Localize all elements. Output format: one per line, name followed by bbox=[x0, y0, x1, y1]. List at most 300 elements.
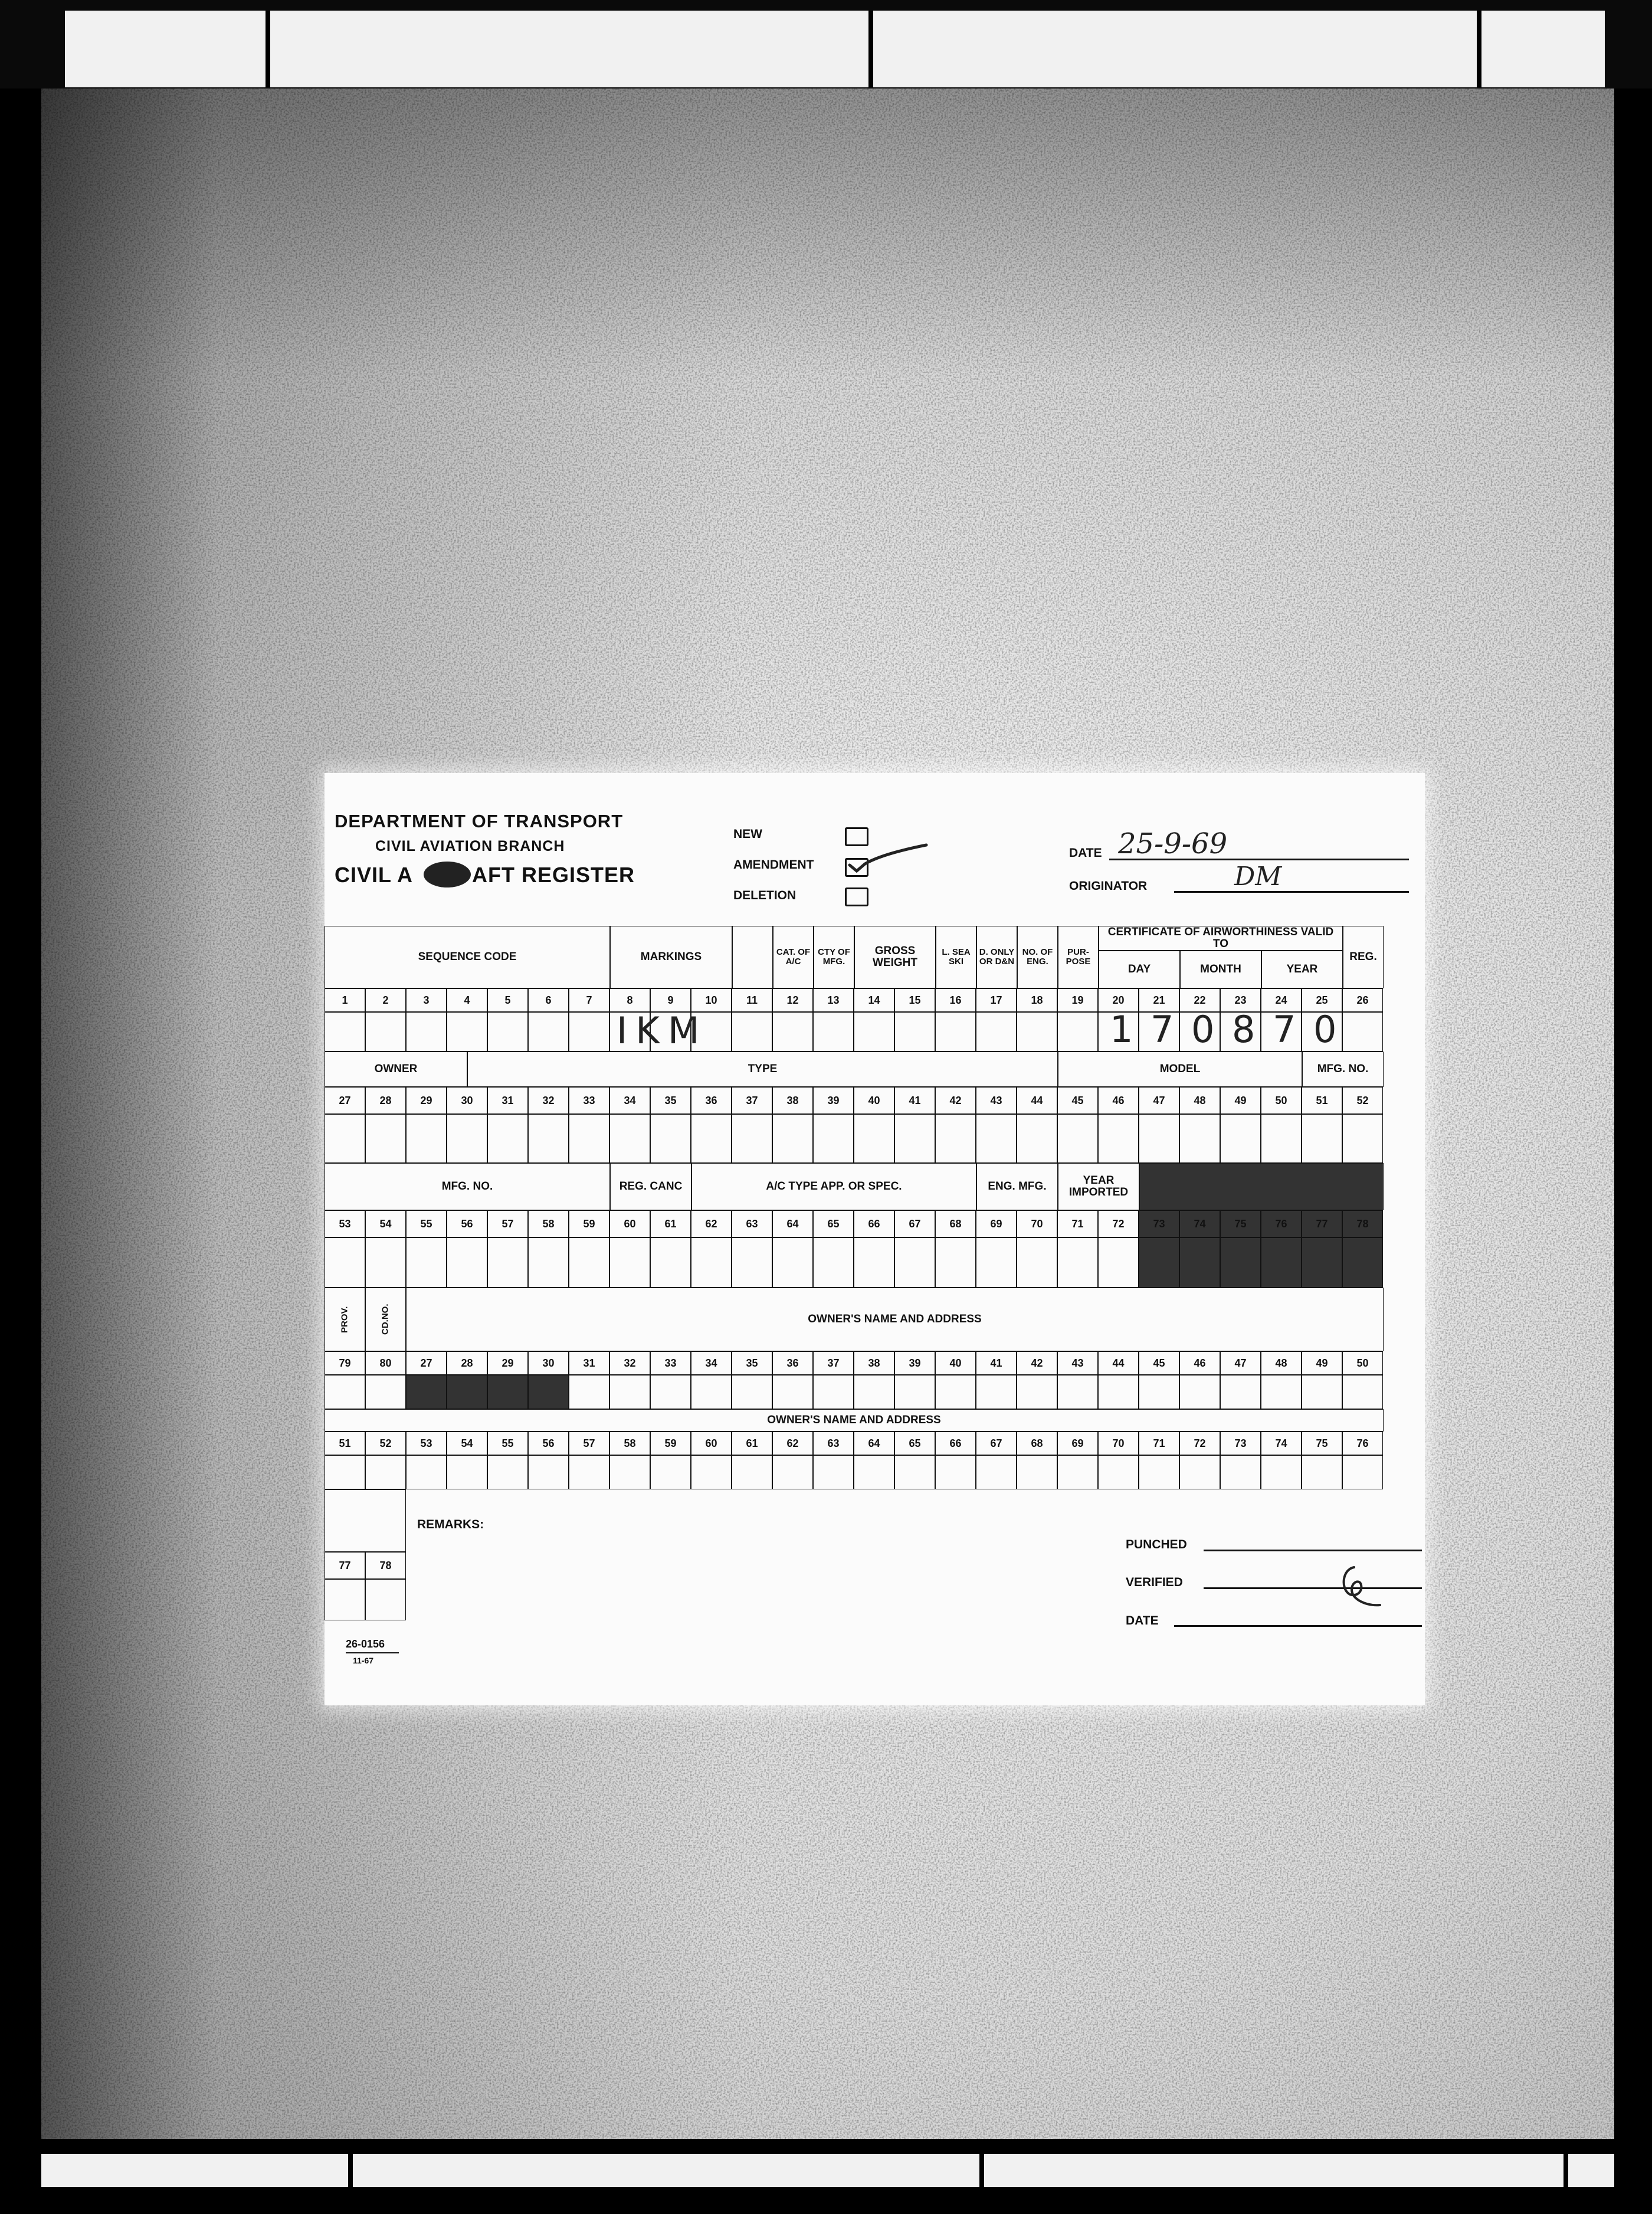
entry-cell[interactable] bbox=[772, 1375, 813, 1409]
certificate-digit: 7 bbox=[1150, 1008, 1174, 1051]
cell-11-header bbox=[732, 926, 773, 988]
entry-cell[interactable] bbox=[1017, 1237, 1057, 1288]
column-number: 3 bbox=[406, 988, 447, 1012]
entry-cell[interactable] bbox=[976, 1114, 1017, 1163]
entry-cell[interactable] bbox=[772, 1114, 813, 1163]
column-number: 71 bbox=[1139, 1432, 1179, 1455]
column-number: 48 bbox=[1179, 1087, 1220, 1114]
prov-header: PROV. bbox=[324, 1288, 365, 1351]
entry-cell[interactable] bbox=[854, 1237, 894, 1288]
entry-cell[interactable] bbox=[732, 1114, 772, 1163]
year-header: YEAR bbox=[1261, 951, 1343, 988]
column-number: 72 bbox=[1179, 1432, 1220, 1455]
register-title-left: CIVIL A bbox=[335, 863, 414, 887]
model-header: MODEL bbox=[1058, 1052, 1302, 1087]
entry-cell[interactable] bbox=[365, 1012, 406, 1052]
certificate-digit: 0 bbox=[1313, 1008, 1337, 1051]
entry-cell[interactable] bbox=[1342, 1237, 1383, 1288]
gross-weight-header: GROSS WEIGHT bbox=[854, 926, 936, 988]
entry-cell[interactable] bbox=[854, 1375, 894, 1409]
column-number: 52 bbox=[1342, 1087, 1383, 1114]
entry-cell[interactable] bbox=[324, 1579, 365, 1620]
entry-cell[interactable] bbox=[609, 1375, 650, 1409]
entry-cell[interactable] bbox=[1220, 1114, 1261, 1163]
column-number: 64 bbox=[772, 1210, 813, 1237]
column-number: 31 bbox=[487, 1087, 528, 1114]
owner-address-header-2: OWNER'S NAME AND ADDRESS bbox=[324, 1409, 1384, 1432]
markings-entry: IKM bbox=[617, 1009, 708, 1052]
entry-cell[interactable] bbox=[1017, 1012, 1057, 1052]
entry-cell[interactable] bbox=[732, 1237, 772, 1288]
column-number: 70 bbox=[1098, 1432, 1139, 1455]
entry-cell[interactable] bbox=[1057, 1012, 1098, 1052]
entry-cell[interactable] bbox=[1057, 1237, 1098, 1288]
entry-cell[interactable] bbox=[1098, 1455, 1139, 1489]
entry-cell[interactable] bbox=[1017, 1455, 1057, 1489]
entry-cell[interactable] bbox=[772, 1455, 813, 1489]
column-number: 60 bbox=[691, 1432, 732, 1455]
entry-cell[interactable] bbox=[365, 1114, 406, 1163]
column-number: 69 bbox=[976, 1210, 1017, 1237]
entry-cell[interactable] bbox=[732, 1455, 772, 1489]
column-number: 27 bbox=[324, 1087, 365, 1114]
certificate-digit: 7 bbox=[1273, 1008, 1296, 1051]
entry-cell[interactable] bbox=[894, 1375, 935, 1409]
column-number: 47 bbox=[1220, 1351, 1261, 1375]
column-number: 75 bbox=[1302, 1432, 1342, 1455]
column-number: 40 bbox=[935, 1351, 976, 1375]
column-number: 80 bbox=[365, 1351, 406, 1375]
cty-header: CTY OF MFG. bbox=[814, 926, 854, 988]
column-number: 64 bbox=[854, 1432, 894, 1455]
entry-cell[interactable] bbox=[1098, 1237, 1139, 1288]
entry-cell[interactable] bbox=[1179, 1114, 1220, 1163]
entry-cell[interactable] bbox=[813, 1114, 854, 1163]
entry-cell[interactable] bbox=[1261, 1237, 1302, 1288]
entry-cell[interactable] bbox=[813, 1455, 854, 1489]
entry-cell[interactable] bbox=[1139, 1375, 1179, 1409]
column-number: 50 bbox=[1342, 1351, 1383, 1375]
entry-cell[interactable] bbox=[406, 1237, 447, 1288]
sequence-code-header: SEQUENCE CODE bbox=[324, 926, 610, 988]
column-number: 17 bbox=[976, 988, 1017, 1012]
entry-cell[interactable] bbox=[976, 1375, 1017, 1409]
column-number: 6 bbox=[528, 988, 569, 1012]
reg-header: REG. bbox=[1343, 926, 1384, 988]
lsea-header: L. SEA SKI bbox=[936, 926, 976, 988]
certificate-digit: 0 bbox=[1191, 1008, 1215, 1051]
entry-cell[interactable] bbox=[569, 1375, 609, 1409]
column-number: 30 bbox=[528, 1351, 569, 1375]
entry-cell[interactable] bbox=[406, 1114, 447, 1163]
civil-aircraft-register-card bbox=[324, 773, 1425, 1705]
entry-cell[interactable] bbox=[569, 1455, 609, 1489]
certificate-digit: 1 bbox=[1110, 1008, 1133, 1051]
entry-cell[interactable] bbox=[894, 1012, 935, 1052]
column-number: 43 bbox=[976, 1087, 1017, 1114]
column-number: 63 bbox=[813, 1432, 854, 1455]
yearimp-header: YEAR IMPORTED bbox=[1058, 1163, 1139, 1210]
column-number: 15 bbox=[894, 988, 935, 1012]
entry-cell[interactable] bbox=[935, 1237, 976, 1288]
entry-cell[interactable] bbox=[406, 1455, 447, 1489]
column-number: 25 bbox=[1302, 988, 1342, 1012]
column-number: 66 bbox=[854, 1210, 894, 1237]
entry-cell[interactable] bbox=[650, 1237, 691, 1288]
entry-cell[interactable] bbox=[691, 1375, 732, 1409]
new-label: NEW bbox=[733, 827, 762, 841]
column-number: 9 bbox=[650, 988, 691, 1012]
entry-cell[interactable] bbox=[365, 1455, 406, 1489]
certificate-digit: 8 bbox=[1232, 1008, 1256, 1051]
deletion-label: DELETION bbox=[733, 889, 796, 902]
remarks-label: REMARKS: bbox=[417, 1518, 484, 1531]
entry-cell[interactable] bbox=[1179, 1455, 1220, 1489]
entry-cell[interactable] bbox=[1302, 1237, 1342, 1288]
certificate-header: CERTIFICATE OF AIRWORTHINESS VALID TO bbox=[1099, 926, 1343, 951]
column-number: 73 bbox=[1220, 1432, 1261, 1455]
entry-cell[interactable] bbox=[447, 1114, 487, 1163]
column-number: 28 bbox=[365, 1087, 406, 1114]
column-number: 28 bbox=[447, 1351, 487, 1375]
column-number: 22 bbox=[1179, 988, 1220, 1012]
entry-cell[interactable] bbox=[813, 1375, 854, 1409]
entry-cell[interactable] bbox=[1302, 1375, 1342, 1409]
entry-cell[interactable] bbox=[1098, 1375, 1139, 1409]
column-number: 50 bbox=[1261, 1087, 1302, 1114]
noeng-header: NO. OF ENG. bbox=[1017, 926, 1058, 988]
engmfg-header: ENG. MFG. bbox=[976, 1163, 1058, 1210]
column-number: 55 bbox=[406, 1210, 447, 1237]
entry-cell[interactable] bbox=[976, 1012, 1017, 1052]
mfgno-header-2: MFG. NO. bbox=[1302, 1052, 1384, 1087]
cdno-header: CD.NO. bbox=[365, 1288, 406, 1351]
entry-cell[interactable] bbox=[1057, 1375, 1098, 1409]
column-number: 67 bbox=[894, 1210, 935, 1237]
originator-line bbox=[1174, 891, 1409, 893]
cat-header: CAT. OF A/C bbox=[773, 926, 814, 988]
column-number: 51 bbox=[324, 1432, 365, 1455]
entry-cell[interactable] bbox=[447, 1237, 487, 1288]
date-line-bottom bbox=[1174, 1625, 1422, 1627]
entry-cell[interactable] bbox=[1220, 1455, 1261, 1489]
column-number: 36 bbox=[691, 1087, 732, 1114]
column-number: 39 bbox=[894, 1351, 935, 1375]
entry-cell[interactable] bbox=[650, 1375, 691, 1409]
column-number: 37 bbox=[732, 1087, 772, 1114]
column-number: 68 bbox=[935, 1210, 976, 1237]
column-number: 54 bbox=[365, 1210, 406, 1237]
column-number: 61 bbox=[650, 1210, 691, 1237]
entry-cell[interactable] bbox=[447, 1012, 487, 1052]
column-number: 31 bbox=[569, 1351, 609, 1375]
column-number: 62 bbox=[772, 1432, 813, 1455]
column-number: 77 bbox=[324, 1552, 365, 1579]
entry-cell[interactable] bbox=[365, 1237, 406, 1288]
amendment-label: AMENDMENT bbox=[733, 858, 814, 872]
entry-cell[interactable] bbox=[1220, 1375, 1261, 1409]
column-number: 73 bbox=[1139, 1210, 1179, 1237]
column-number: 21 bbox=[1139, 988, 1179, 1012]
actype-header: A/C TYPE APP. OR SPEC. bbox=[691, 1163, 976, 1210]
column-number: 26 bbox=[1342, 988, 1383, 1012]
column-number: 65 bbox=[894, 1432, 935, 1455]
entry-cell[interactable] bbox=[976, 1455, 1017, 1489]
entry-cell[interactable] bbox=[447, 1455, 487, 1489]
column-number: 32 bbox=[609, 1351, 650, 1375]
column-number: 56 bbox=[447, 1210, 487, 1237]
form-number: 26-0156 bbox=[346, 1638, 385, 1650]
entry-cell[interactable] bbox=[935, 1455, 976, 1489]
column-number: 57 bbox=[569, 1432, 609, 1455]
markings-header: MARKINGS bbox=[610, 926, 732, 988]
redacted-blot bbox=[424, 862, 471, 887]
column-number: 34 bbox=[609, 1087, 650, 1114]
column-number: 44 bbox=[1017, 1087, 1057, 1114]
column-number: 46 bbox=[1179, 1351, 1220, 1375]
column-number: 59 bbox=[569, 1210, 609, 1237]
type-header: TYPE bbox=[467, 1052, 1058, 1087]
column-number: 52 bbox=[365, 1432, 406, 1455]
column-number: 49 bbox=[1302, 1351, 1342, 1375]
column-number: 42 bbox=[935, 1087, 976, 1114]
originator-label: ORIGINATOR bbox=[1069, 879, 1148, 893]
bottom-left-blank bbox=[324, 1489, 406, 1552]
entry-cell[interactable] bbox=[854, 1012, 894, 1052]
column-number: 57 bbox=[487, 1210, 528, 1237]
column-number: 54 bbox=[447, 1432, 487, 1455]
entry-cell[interactable] bbox=[1179, 1237, 1220, 1288]
column-number: 39 bbox=[813, 1087, 854, 1114]
column-number: 44 bbox=[1098, 1351, 1139, 1375]
entry-cell[interactable] bbox=[894, 1455, 935, 1489]
entry-cell[interactable] bbox=[935, 1012, 976, 1052]
entry-cell[interactable] bbox=[1139, 1114, 1179, 1163]
column-number: 14 bbox=[854, 988, 894, 1012]
column-number: 58 bbox=[609, 1432, 650, 1455]
entry-cell[interactable] bbox=[324, 1375, 365, 1409]
entry-cell[interactable] bbox=[1302, 1114, 1342, 1163]
entry-cell[interactable] bbox=[569, 1012, 609, 1052]
column-number: 67 bbox=[976, 1432, 1017, 1455]
entry-cell[interactable] bbox=[1098, 1114, 1139, 1163]
column-number: 61 bbox=[732, 1432, 772, 1455]
column-number: 30 bbox=[447, 1087, 487, 1114]
column-number: 78 bbox=[1342, 1210, 1383, 1237]
column-number: 24 bbox=[1261, 988, 1302, 1012]
column-number: 7 bbox=[569, 988, 609, 1012]
entry-cell[interactable] bbox=[528, 1455, 569, 1489]
branch-title: CIVIL AVIATION BRANCH bbox=[375, 838, 565, 854]
entry-cell[interactable] bbox=[324, 1012, 365, 1052]
entry-cell[interactable] bbox=[1342, 1375, 1383, 1409]
column-number: 8 bbox=[609, 988, 650, 1012]
entry-cell[interactable] bbox=[406, 1012, 447, 1052]
column-number: 35 bbox=[732, 1351, 772, 1375]
regcanc-header: REG. CANC bbox=[610, 1163, 691, 1210]
column-number: 66 bbox=[935, 1432, 976, 1455]
entry-cell[interactable] bbox=[691, 1237, 732, 1288]
form-date: 11-67 bbox=[353, 1656, 374, 1665]
entry-cell[interactable] bbox=[813, 1012, 854, 1052]
entry-cell[interactable] bbox=[487, 1012, 528, 1052]
entry-cell[interactable] bbox=[528, 1237, 569, 1288]
entry-cell[interactable] bbox=[894, 1237, 935, 1288]
entry-cell[interactable] bbox=[324, 1455, 365, 1489]
purpose-header: PUR- POSE bbox=[1058, 926, 1099, 988]
date-label-bottom: DATE bbox=[1126, 1614, 1159, 1627]
column-number: 48 bbox=[1261, 1351, 1302, 1375]
verified-signature bbox=[1330, 1564, 1384, 1611]
entry-cell[interactable] bbox=[935, 1114, 976, 1163]
column-number: 1 bbox=[324, 988, 365, 1012]
column-number: 4 bbox=[447, 988, 487, 1012]
date-value: 25-9-69 bbox=[1118, 827, 1228, 860]
entry-cell[interactable] bbox=[732, 1012, 772, 1052]
column-number: 46 bbox=[1098, 1087, 1139, 1114]
column-number: 63 bbox=[732, 1210, 772, 1237]
verified-line bbox=[1204, 1587, 1422, 1589]
entry-cell[interactable] bbox=[813, 1237, 854, 1288]
entry-cell[interactable] bbox=[447, 1375, 487, 1409]
column-number: 76 bbox=[1342, 1432, 1383, 1455]
column-number: 60 bbox=[609, 1210, 650, 1237]
punched-line bbox=[1204, 1550, 1422, 1551]
column-number: 36 bbox=[772, 1351, 813, 1375]
entry-cell[interactable] bbox=[1342, 1114, 1383, 1163]
entry-cell[interactable] bbox=[1017, 1375, 1057, 1409]
shaded-block bbox=[1139, 1163, 1384, 1210]
column-number: 76 bbox=[1261, 1210, 1302, 1237]
entry-cell[interactable] bbox=[487, 1237, 528, 1288]
column-number: 20 bbox=[1098, 988, 1139, 1012]
column-number: 18 bbox=[1017, 988, 1057, 1012]
entry-cell[interactable] bbox=[772, 1237, 813, 1288]
entry-cell[interactable] bbox=[1342, 1012, 1383, 1052]
entry-cell[interactable] bbox=[609, 1114, 650, 1163]
entry-cell[interactable] bbox=[691, 1114, 732, 1163]
column-number: 33 bbox=[650, 1351, 691, 1375]
entry-cell[interactable] bbox=[1139, 1455, 1179, 1489]
entry-cell[interactable] bbox=[650, 1114, 691, 1163]
verified-label: VERIFIED bbox=[1126, 1576, 1183, 1589]
column-number: 74 bbox=[1179, 1210, 1220, 1237]
entry-cell[interactable] bbox=[365, 1579, 406, 1620]
column-number: 49 bbox=[1220, 1087, 1261, 1114]
entry-cell[interactable] bbox=[528, 1012, 569, 1052]
column-number: 37 bbox=[813, 1351, 854, 1375]
entry-cell[interactable] bbox=[1261, 1114, 1302, 1163]
entry-cell[interactable] bbox=[732, 1375, 772, 1409]
entry-cell[interactable] bbox=[528, 1114, 569, 1163]
column-number: 16 bbox=[935, 988, 976, 1012]
column-number: 68 bbox=[1017, 1432, 1057, 1455]
column-number: 27 bbox=[406, 1351, 447, 1375]
column-number: 47 bbox=[1139, 1087, 1179, 1114]
entry-cell[interactable] bbox=[1342, 1455, 1383, 1489]
column-number: 72 bbox=[1098, 1210, 1139, 1237]
column-number: 58 bbox=[528, 1210, 569, 1237]
entry-cell[interactable] bbox=[1179, 1375, 1220, 1409]
column-number: 33 bbox=[569, 1087, 609, 1114]
entry-cell[interactable] bbox=[976, 1237, 1017, 1288]
column-number: 2 bbox=[365, 988, 406, 1012]
column-number: 38 bbox=[772, 1087, 813, 1114]
entry-cell[interactable] bbox=[365, 1375, 406, 1409]
entry-cell[interactable] bbox=[1017, 1114, 1057, 1163]
entry-cell[interactable] bbox=[854, 1114, 894, 1163]
donly-header: D. ONLY OR D&N bbox=[976, 926, 1017, 988]
column-number: 53 bbox=[324, 1210, 365, 1237]
deletion-checkbox[interactable] bbox=[845, 887, 868, 906]
column-number: 59 bbox=[650, 1432, 691, 1455]
entry-cell[interactable] bbox=[324, 1114, 365, 1163]
entry-cell[interactable] bbox=[324, 1237, 365, 1288]
film-frame-strip-bottom bbox=[41, 2154, 1614, 2187]
column-number: 43 bbox=[1057, 1351, 1098, 1375]
entry-cell[interactable] bbox=[487, 1455, 528, 1489]
column-number: 19 bbox=[1057, 988, 1098, 1012]
entry-cell[interactable] bbox=[691, 1455, 732, 1489]
owner-address-header-1: OWNER'S NAME AND ADDRESS bbox=[406, 1288, 1384, 1351]
column-number: 10 bbox=[691, 988, 732, 1012]
entry-cell[interactable] bbox=[650, 1455, 691, 1489]
column-number: 12 bbox=[772, 988, 813, 1012]
entry-cell[interactable] bbox=[569, 1237, 609, 1288]
column-number: 79 bbox=[324, 1351, 365, 1375]
column-number: 62 bbox=[691, 1210, 732, 1237]
column-number: 70 bbox=[1017, 1210, 1057, 1237]
column-number: 55 bbox=[487, 1432, 528, 1455]
owner-header: OWNER bbox=[324, 1052, 467, 1087]
entry-cell[interactable] bbox=[1139, 1237, 1179, 1288]
column-number: 34 bbox=[691, 1351, 732, 1375]
entry-cell[interactable] bbox=[609, 1455, 650, 1489]
entry-cell[interactable] bbox=[406, 1375, 447, 1409]
month-header: MONTH bbox=[1180, 951, 1261, 988]
entry-cell[interactable] bbox=[854, 1455, 894, 1489]
column-number: 40 bbox=[854, 1087, 894, 1114]
entry-cell[interactable] bbox=[487, 1114, 528, 1163]
entry-cell[interactable] bbox=[894, 1114, 935, 1163]
column-number: 41 bbox=[894, 1087, 935, 1114]
column-number: 29 bbox=[406, 1087, 447, 1114]
entry-cell[interactable] bbox=[609, 1237, 650, 1288]
entry-cell[interactable] bbox=[569, 1114, 609, 1163]
column-number: 51 bbox=[1302, 1087, 1342, 1114]
entry-cell[interactable] bbox=[1220, 1237, 1261, 1288]
column-number: 65 bbox=[813, 1210, 854, 1237]
entry-cell[interactable] bbox=[1302, 1455, 1342, 1489]
entry-cell[interactable] bbox=[487, 1375, 528, 1409]
entry-cell[interactable] bbox=[528, 1375, 569, 1409]
column-number: 35 bbox=[650, 1087, 691, 1114]
entry-cell[interactable] bbox=[1057, 1114, 1098, 1163]
column-number: 45 bbox=[1057, 1087, 1098, 1114]
entry-cell[interactable] bbox=[1261, 1455, 1302, 1489]
column-number: 38 bbox=[854, 1351, 894, 1375]
column-number: 78 bbox=[365, 1552, 406, 1579]
entry-cell[interactable] bbox=[772, 1012, 813, 1052]
column-number: 13 bbox=[813, 988, 854, 1012]
entry-cell[interactable] bbox=[1057, 1455, 1098, 1489]
entry-cell[interactable] bbox=[1261, 1375, 1302, 1409]
column-number: 32 bbox=[528, 1087, 569, 1114]
date-label: DATE bbox=[1069, 846, 1102, 860]
entry-cell[interactable] bbox=[935, 1375, 976, 1409]
column-number: 41 bbox=[976, 1351, 1017, 1375]
column-number: 56 bbox=[528, 1432, 569, 1455]
